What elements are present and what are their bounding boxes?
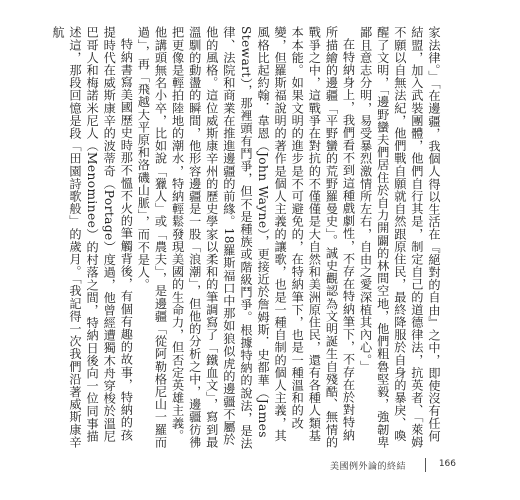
paragraph-2: 在特納身上，我們看不到這種戲劇性，不存在特納筆下，不存在於對特納所描繪的邊疆「平野蠻的荒野羅曼史」。誠史觀認為文明誕生自殘酷、無情的戰爭之中，這戰爭在對抗的不僅僅是大自然和美洲原住民，還有各種人類基本本能。如果文明的進步是不可避免的，在特納筆下，也是一種溫和的改變，但羅斯福說明的著作是個人主義的讓歌，也是一種自制的個人主義，其風格比起約翰．韋恩（John Wayne），更接近於詹姆斯．史都華（James Stewart），那裡頭有鬥爭，但不是種族或階級鬥爭。根據特納的說法，是法律、法院和商業在推進邊疆的前緣。18羅斯福口中那如狼似虎的邊疆不屬於他的風格。這位威斯康辛州的歷史學家以柔和的筆調寫了「鐵血文」，寫到最溫馴的動盪的瞬間，他形容邊疆是一股「浪潮」，但他的分析之中，邊疆彷彿把更像是輕拍陸地的潮水，特納輕鬆發現美國的生命力，但否定英雄主義。他講頭無名小卒，比如說「獵人」或「農夫」，是邊疆「從阿勒格尼山一羅而過」，再「飛越大平原和洛磯山脈」，而不是人。	[136, 26, 356, 450]
page-number: 166	[438, 459, 456, 469]
page-footer	[92, 456, 462, 476]
vertical-body-text	[50, 26, 442, 450]
paragraph-1: 家法律。」「在邊疆，我個人得以生活在『絕對的自由』之中，即使沒有任何結盟，加入武裝團體，他們自行其是，制定自己的道德律法，抗英者、「萊姆不願以自無法紀，他們戰自願就自然跟原住民，最終降服於自身的暴戾、喚醒了文明，「邊野蠻夫們居住於自力開闢的林間空地，他們粗魯堅毅，強韌卑鄙且意志分明，易受暴烈激情所左右，自由之愛深植其內心。」	[358, 26, 441, 449]
paragraph-3: 特納書寫美國歷史時那不慍不火的筆觸背後，有個有趣的故事，特納的孩提時代在威斯康辛的波蒂奇（Portage）度過，他曾經遭獨木舟穿梭於溫尼巴哥人和梅諾米尼人（Menominee）的村落之間，特納日後向一位同事描述這，那段回憶是段「田園詩歌般」的歲月。「我記得一次我們沿著威斯康辛航	[50, 26, 134, 449]
running-footer-title: 美國例外論的終結	[329, 462, 406, 472]
footer-divider	[425, 458, 426, 472]
